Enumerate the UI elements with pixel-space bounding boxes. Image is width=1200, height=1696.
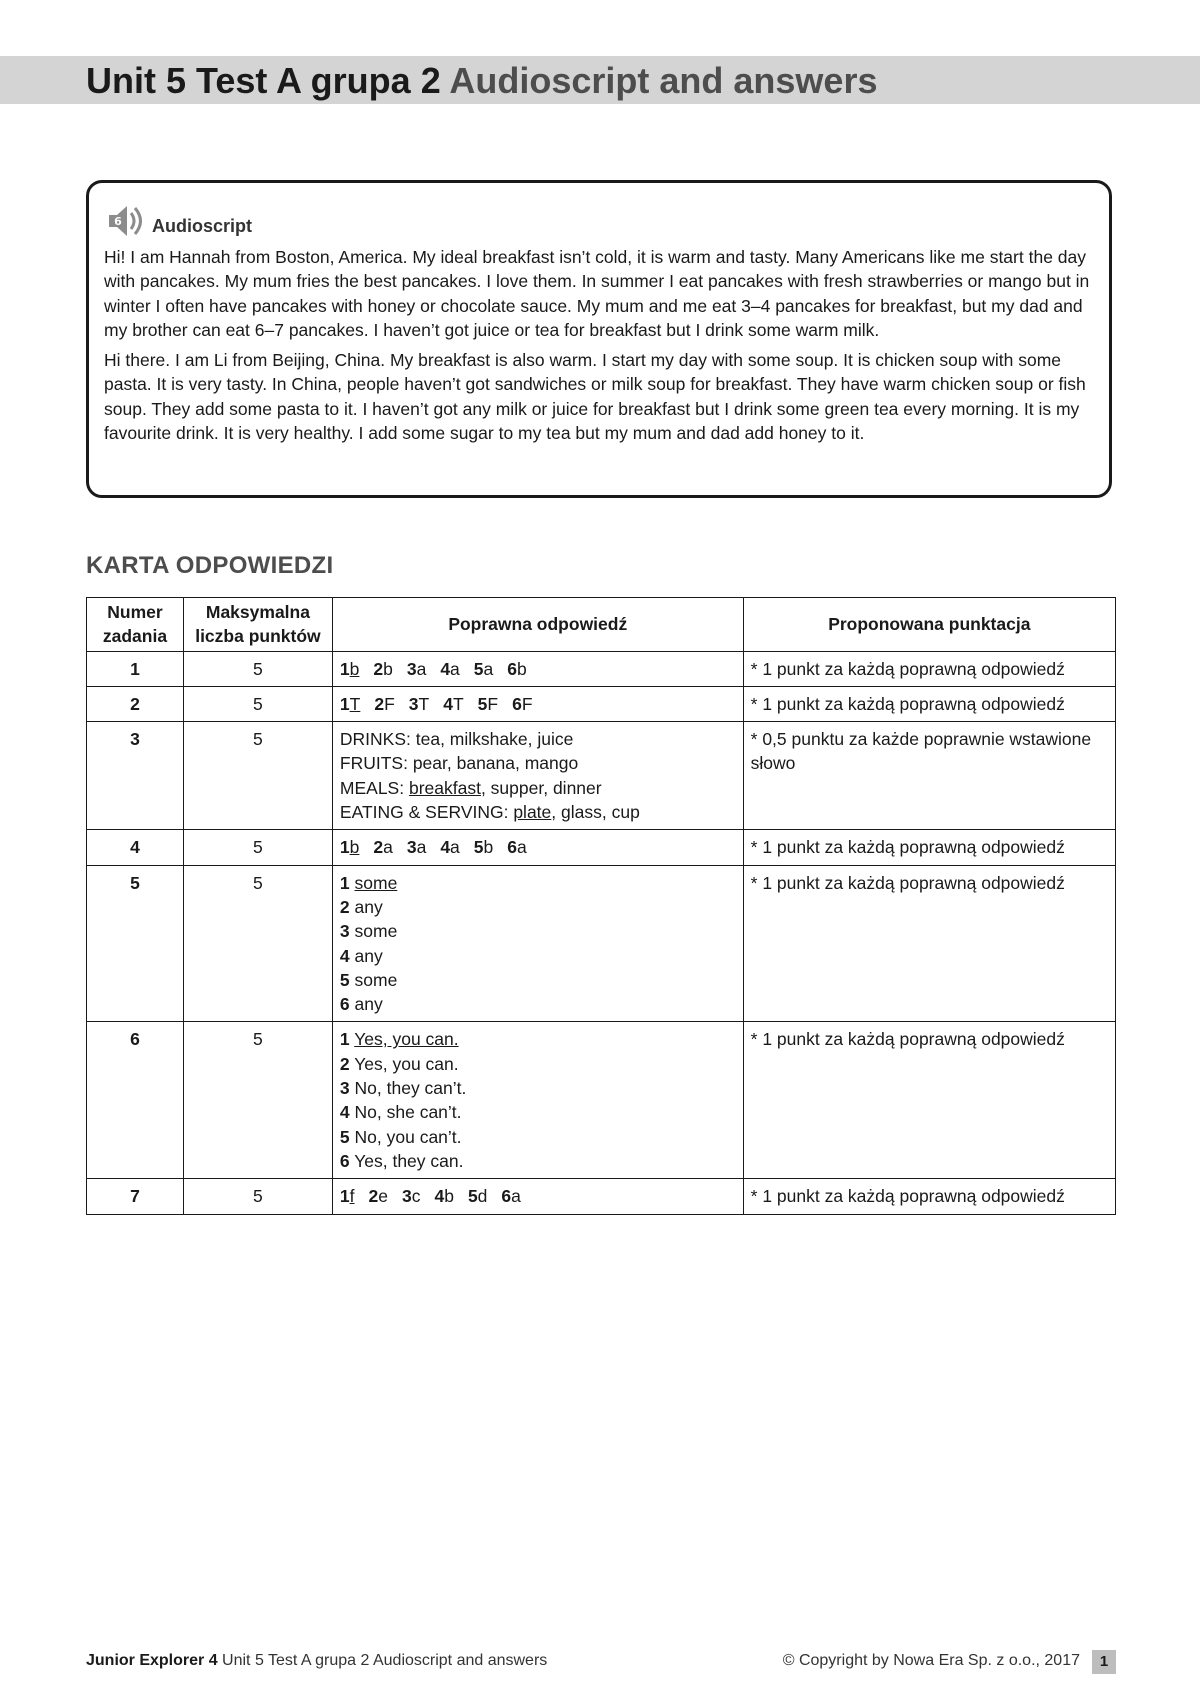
answer-value: some [354,921,398,942]
answer-number: 2 [368,1186,379,1207]
scoring: * 1 punkt za każdą poprawną odpowiedź [743,686,1115,721]
answer-number: 1 [339,693,350,714]
answer-value: c [411,1186,421,1207]
answer-number: 3 [406,837,417,858]
answer-number: 5 [339,1126,350,1147]
answer-value: a [511,1186,521,1207]
audioscript-box [86,180,1112,498]
answer-number: 2 [339,1053,350,1074]
answer-number: 5 [477,693,488,714]
answer-number: 5 [467,1186,478,1207]
task-number: 3 [87,722,184,830]
audioscript-paragraph-1: Hi! I am Hannah from Boston, America. My ideal breakfast isn’t cold, it is warm and tasty. Many Americans like me start the day with pancakes. My mum fries the best pancakes. I love them. In summer I eat pancakes with fresh strawberries or mango but in winter I often have pancakes with honey or chocolate sauce. My mum and me eat 3–4 pancakes for breakfast, but my dad and my brother can eat 6–7 pancakes. I haven’t got juice or tea for breakfast but I drink some warm milk. [104,247,1090,340]
answer-number: 4 [339,945,350,966]
header-task-number: Numer zadania [87,598,184,652]
correct-answer [332,1022,743,1179]
answer-line [340,1100,736,1124]
example-word: plate [513,802,552,823]
answer-number: 3 [339,921,350,942]
answer-item [373,837,392,857]
task-number: 2 [87,686,184,721]
answer-value: No, they can’t. [354,1078,467,1099]
answer-item [340,694,360,714]
answer-item [409,694,429,714]
header-max-points: Maksymalna liczba punktów [183,598,332,652]
answer-item [501,1186,520,1206]
table-header-row [87,598,1116,652]
answer-table [86,597,1116,1215]
category-line: MEALS: breakfast, supper, dinner [339,777,602,798]
answer-number: 5 [339,969,350,990]
answer-number: 4 [339,1102,350,1123]
answer-sheet-title: KARTA ODPOWIEDZI [86,552,334,579]
answer-line [340,992,736,1016]
answer-line [340,1076,736,1100]
page-title [86,60,878,102]
answer-value: d [477,1186,488,1207]
answer-value: a [483,658,494,679]
max-points: 5 [183,686,332,721]
title-main: Unit 5 Test A grupa 2 [86,60,441,101]
answer-number: 6 [339,994,350,1015]
answer-item [434,1186,453,1206]
task-number: 6 [87,1022,184,1179]
answer-item [440,837,459,857]
answer-line [340,895,736,919]
answer-item [340,1186,355,1206]
answer-value: some [354,969,398,990]
max-points: 5 [183,651,332,686]
answer-number: 6 [512,693,522,714]
answer-number: 4 [440,658,451,679]
answer-number: 3 [339,1078,350,1099]
answer-item [402,1186,420,1206]
max-points: 5 [183,830,332,865]
answer-number: 3 [408,693,419,714]
answer-line [340,1027,736,1051]
answer-item [374,694,394,714]
correct-answer [332,830,743,865]
scoring: * 0,5 punktu za każde poprawnie wstawione słowo [743,722,1115,830]
example-word: breakfast [408,777,481,798]
title-sub: Audioscript and answers [449,60,878,101]
answer-line [340,968,736,992]
answer-item [507,837,526,857]
table-row [87,1022,1116,1179]
footer-doc: Unit 5 Test A grupa 2 Audioscript and answers [222,1652,548,1669]
table-row [87,865,1116,1022]
answer-item [443,694,463,714]
answer-value: any [354,945,383,966]
answer-value: T [452,693,464,714]
answer-item [369,1186,388,1206]
answer-number: 2 [373,837,384,858]
correct-answer [332,686,743,721]
task-number: 7 [87,1179,184,1214]
answer-value: b [349,837,360,858]
answer-item [478,694,498,714]
answer-number: 6 [507,658,517,679]
answer-value: f [349,1186,355,1207]
answer-item [340,659,359,679]
answer-number: 1 [339,658,350,679]
answer-value: any [354,896,383,917]
speaker-icon[interactable] [105,201,145,241]
answer-number: 2 [339,896,350,917]
answer-number: 1 [339,1029,350,1050]
answer-number: 6 [507,837,517,858]
audioscript-label: Audioscript [152,215,253,236]
table-row [87,830,1116,865]
header-scoring: Proponowana punktacja [743,598,1115,652]
task-number: 1 [87,651,184,686]
answer-value: F [384,693,395,714]
answer-value: b [383,658,393,679]
answer-value: F [521,693,533,714]
task-number: 4 [87,830,184,865]
answer-number: 5 [473,658,484,679]
scoring: * 1 punkt za każdą poprawną odpowiedź [743,865,1115,1022]
answer-item [407,837,426,857]
task-number: 5 [87,865,184,1022]
answer-value: T [349,693,361,714]
answer-value: b [516,658,527,679]
answer-value: T [418,693,430,714]
answer-value: a [450,837,460,858]
max-points: 5 [183,722,332,830]
answer-number: 1 [339,837,350,858]
scoring: * 1 punkt za każdą poprawną odpowiedź [743,651,1115,686]
max-points: 5 [183,1022,332,1179]
table-row [87,651,1116,686]
answer-value: a [416,658,427,679]
answer-item [407,659,426,679]
answer-item [474,837,493,857]
answer-line [340,871,736,895]
answer-number: 5 [473,837,484,858]
category-line: DRINKS: tea, milkshake, juice [339,729,574,750]
answer-number: 4 [443,693,453,714]
answer-item [373,659,392,679]
answer-value: b [444,1186,454,1207]
category-line: FRUITS: pear, banana, mango [339,753,579,774]
footer-title [86,1652,547,1670]
answer-value: e [378,1186,388,1207]
correct-answer [332,651,743,686]
answer-value: a [383,837,393,858]
page-number: 1 [1092,1650,1116,1674]
answer-line [340,944,736,968]
max-points: 5 [183,865,332,1022]
audioscript-paragraph-2: Hi there. I am Li from Beijing, China. My breakfast is also warm. I start my day with some soup. It is chicken soup with some pasta. It is very tasty. In China, people haven’t got sandwiches or milk soup for breakfast. They have warm chicken soup or fish soup. They add some pasta to it. I haven’t got any milk or juice for breakfast but I drink some green tea every morning. It is my favourite drink. It is very healthy. I add some sugar to my tea but my mum and dad add honey to it. [104,350,1086,444]
answer-value: a [416,837,427,858]
answer-value: a [450,658,460,679]
scoring: * 1 punkt za każdą poprawną odpowiedź [743,1022,1115,1179]
answer-value: b [349,658,360,679]
answer-number: 3 [406,658,417,679]
track-number: 6 [114,215,122,228]
answer-number: 2 [373,658,384,679]
answer-value: a [516,837,527,858]
answer-item [468,1186,487,1206]
answer-number: 1 [339,1186,350,1207]
table-row [87,722,1116,830]
answer-number: 1 [339,872,350,893]
answer-item [507,659,526,679]
footer-brand: Junior Explorer 4 [86,1652,218,1669]
answer-number: 6 [339,1150,350,1171]
answer-item [512,694,532,714]
scoring: * 1 punkt za każdą poprawną odpowiedź [743,830,1115,865]
answer-line [340,1052,736,1076]
table-row [87,1179,1116,1214]
footer [86,1650,1116,1674]
answer-number: 4 [440,837,451,858]
answer-number: 3 [401,1186,412,1207]
answer-line [340,919,736,943]
answer-item [474,659,493,679]
scoring: * 1 punkt za każdą poprawną odpowiedź [743,1179,1115,1214]
answer-line [340,1125,736,1149]
correct-answer [332,1179,743,1214]
answer-value: some [354,872,398,893]
answer-number: 2 [374,693,385,714]
answer-value: b [483,837,494,858]
category-line: EATING & SERVING: plate, glass, cup [339,802,640,823]
answer-value: No, she can’t. [354,1102,462,1123]
copyright: © Copyright by Nowa Era Sp. z o.o., 2017 [782,1652,1080,1669]
answer-value: any [354,994,383,1015]
answer-number: 6 [501,1186,512,1207]
answer-value: F [487,693,499,714]
answer-value: Yes, you can. [354,1029,459,1050]
header-correct-answer: Poprawna odpowiedź [332,598,743,652]
table-row [87,686,1116,721]
answer-number: 4 [434,1186,445,1207]
max-points: 5 [183,1179,332,1214]
answer-item [440,659,459,679]
answer-value: Yes, you can. [354,1053,459,1074]
correct-answer [332,865,743,1022]
answer-value: Yes, they can. [354,1150,464,1171]
answer-value: No, you can’t. [354,1126,462,1147]
correct-answer [332,722,743,830]
answer-item [340,837,359,857]
answer-line [340,1149,736,1173]
